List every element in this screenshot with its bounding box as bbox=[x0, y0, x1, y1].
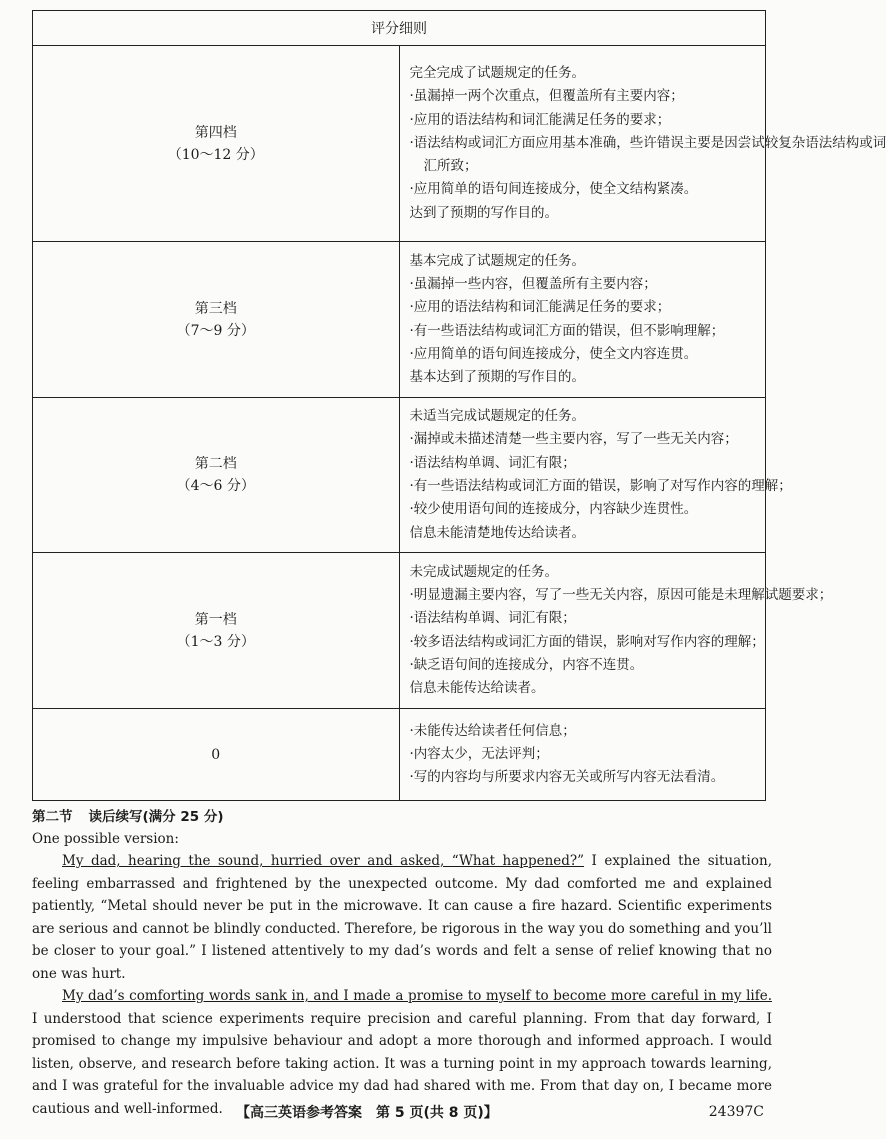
grade-range: （10～12 分） bbox=[167, 146, 264, 163]
table-row bbox=[33, 553, 766, 709]
criteria-cell bbox=[399, 709, 766, 801]
criteria-line: ·语法结构单调、词汇有限； bbox=[409, 610, 576, 627]
paragraph-2-body: I understood that science experiments require precision and careful planning. From that day forward, I promised to change my impulsive behaviour and adopt a more thorough and informed approach. I would listen, observe, and research before taking action. It was a turning point in my approach towards learning, and I was grateful for the invaluable advice my dad had shared with me. From that day on, I became more cautious and well-informed. bbox=[32, 1010, 772, 1117]
criteria-cell bbox=[399, 242, 766, 398]
grade-label: 第四档 bbox=[194, 124, 237, 141]
grade-range: （4～6 分） bbox=[176, 478, 255, 494]
criteria-line: ·语法结构或词汇方面应用基本准确，些许错误主要是因尝试较复杂语法结构或词 bbox=[409, 134, 886, 151]
criteria-line: ·虽漏掉一两个次重点，但覆盖所有主要内容； bbox=[409, 88, 684, 105]
criteria-line: ·较多语法结构或词汇方面的错误，影响对写作内容的理解； bbox=[409, 633, 765, 650]
criteria-line: 完全完成了试题规定的任务。 bbox=[409, 64, 585, 81]
given-opening-sentence-2: My dad’s comforting words sank in, and I made a promise to myself to become more careful in my life. bbox=[62, 988, 772, 1004]
grade-cell bbox=[33, 46, 400, 242]
grade-label: 0 bbox=[211, 746, 221, 763]
criteria-line: ·有一些语法结构或词汇方面的错误，但不影响理解； bbox=[409, 322, 725, 339]
criteria-cell bbox=[399, 398, 792, 553]
section-heading bbox=[32, 806, 772, 828]
criteria-line: ·写的内容均与所要求内容无关或所写内容无法看清。 bbox=[409, 769, 725, 786]
criteria-line: ·应用的语法结构和词汇能满足任务的要求； bbox=[409, 111, 671, 128]
criteria-line: 基本完成了试题规定的任务。 bbox=[409, 252, 585, 269]
criteria-line: ·明显遗漏主要内容，写了一些无关内容，原因可能是未理解试题要求； bbox=[409, 586, 833, 603]
continuation-writing-section bbox=[32, 806, 772, 1120]
criteria-line: ·未能传达给读者任何信息； bbox=[409, 722, 576, 739]
grade-range: （1～3 分） bbox=[176, 633, 255, 650]
table-row bbox=[33, 398, 766, 553]
criteria-line: 基本达到了预期的写作目的。 bbox=[409, 369, 585, 386]
criteria-line: 达到了预期的写作目的。 bbox=[409, 204, 558, 221]
criteria-line: ·较少使用语句间的连接成分，内容缺少连贯性。 bbox=[409, 501, 698, 518]
essay-paragraph-1 bbox=[32, 850, 772, 985]
paragraph-1-body: I explained the situation, feeling embarrassed and frightened by the unexpected outcome. My dad comforted me and explained patiently, “Metal should never be put in the microwave. It can cause a fire hazard. Scientific experiments are serious and cannot be blindly conducted. Therefore, be rigorous in the way you do something and you’ll be closer to your goal.” I listened attentively to my dad’s words and felt a sense of relief knowing that no one was hurt. bbox=[32, 853, 772, 982]
given-opening-sentence-1: My dad, hearing the sound, hurried over and asked, “What happened?” bbox=[62, 853, 585, 869]
criteria-line: ·应用的语法结构和词汇能满足任务的要求； bbox=[409, 299, 671, 316]
version-label: One possible version: bbox=[32, 831, 179, 847]
criteria-line: ·语法结构单调、词汇有限； bbox=[409, 454, 576, 471]
footer-title: 【高三英语参考答案 第 5 页(共 8 页)】 bbox=[236, 1105, 498, 1121]
sample-essay bbox=[32, 850, 772, 1120]
criteria-line: 汇所致； bbox=[423, 158, 478, 175]
table-row bbox=[33, 709, 766, 801]
section-title: 读后续写(满分 25 分) bbox=[88, 809, 224, 825]
criteria-line: ·应用简单的语句间连接成分，使全文结构紧凑。 bbox=[409, 181, 698, 198]
table-row bbox=[33, 242, 766, 398]
criteria-line: 信息未能传达给读者。 bbox=[409, 680, 545, 697]
page-footer bbox=[0, 1098, 800, 1126]
criteria-cell bbox=[399, 553, 833, 709]
grade-cell bbox=[33, 709, 400, 801]
grade-cell bbox=[33, 398, 400, 553]
criteria-line: ·缺乏语句间的连接成分，内容不连贯。 bbox=[409, 656, 644, 673]
criteria-line: ·虽漏掉一些内容，但覆盖所有主要内容； bbox=[409, 275, 657, 292]
criteria-cell bbox=[399, 46, 886, 242]
grade-label: 第一档 bbox=[194, 611, 237, 628]
criteria-line: ·应用简单的语句间连接成分，使全文内容连贯。 bbox=[409, 345, 698, 362]
grade-label: 第三档 bbox=[194, 300, 237, 317]
table-row bbox=[33, 46, 766, 242]
grade-cell bbox=[33, 242, 400, 398]
criteria-line: ·内容太少，无法评判； bbox=[409, 745, 549, 762]
scoring-rubric-table bbox=[32, 10, 886, 801]
grade-range: （7～9 分） bbox=[176, 322, 255, 339]
grade-label: 第二档 bbox=[194, 456, 237, 472]
criteria-line: ·有一些语法结构或词汇方面的错误，影响了对写作内容的理解； bbox=[409, 478, 792, 494]
footer-code: 24397C bbox=[708, 1104, 764, 1120]
criteria-line: 未适当完成试题规定的任务。 bbox=[409, 408, 585, 425]
criteria-line: 信息未能清楚地传达给读者。 bbox=[409, 524, 585, 541]
rubric-header: 评分细则 bbox=[33, 11, 766, 46]
criteria-line: 未完成试题规定的任务。 bbox=[409, 563, 558, 580]
grade-cell bbox=[33, 553, 400, 709]
section-number: 第二节 bbox=[32, 809, 73, 825]
criteria-line: ·漏掉或未描述清楚一些主要内容，写了一些无关内容； bbox=[409, 431, 738, 448]
